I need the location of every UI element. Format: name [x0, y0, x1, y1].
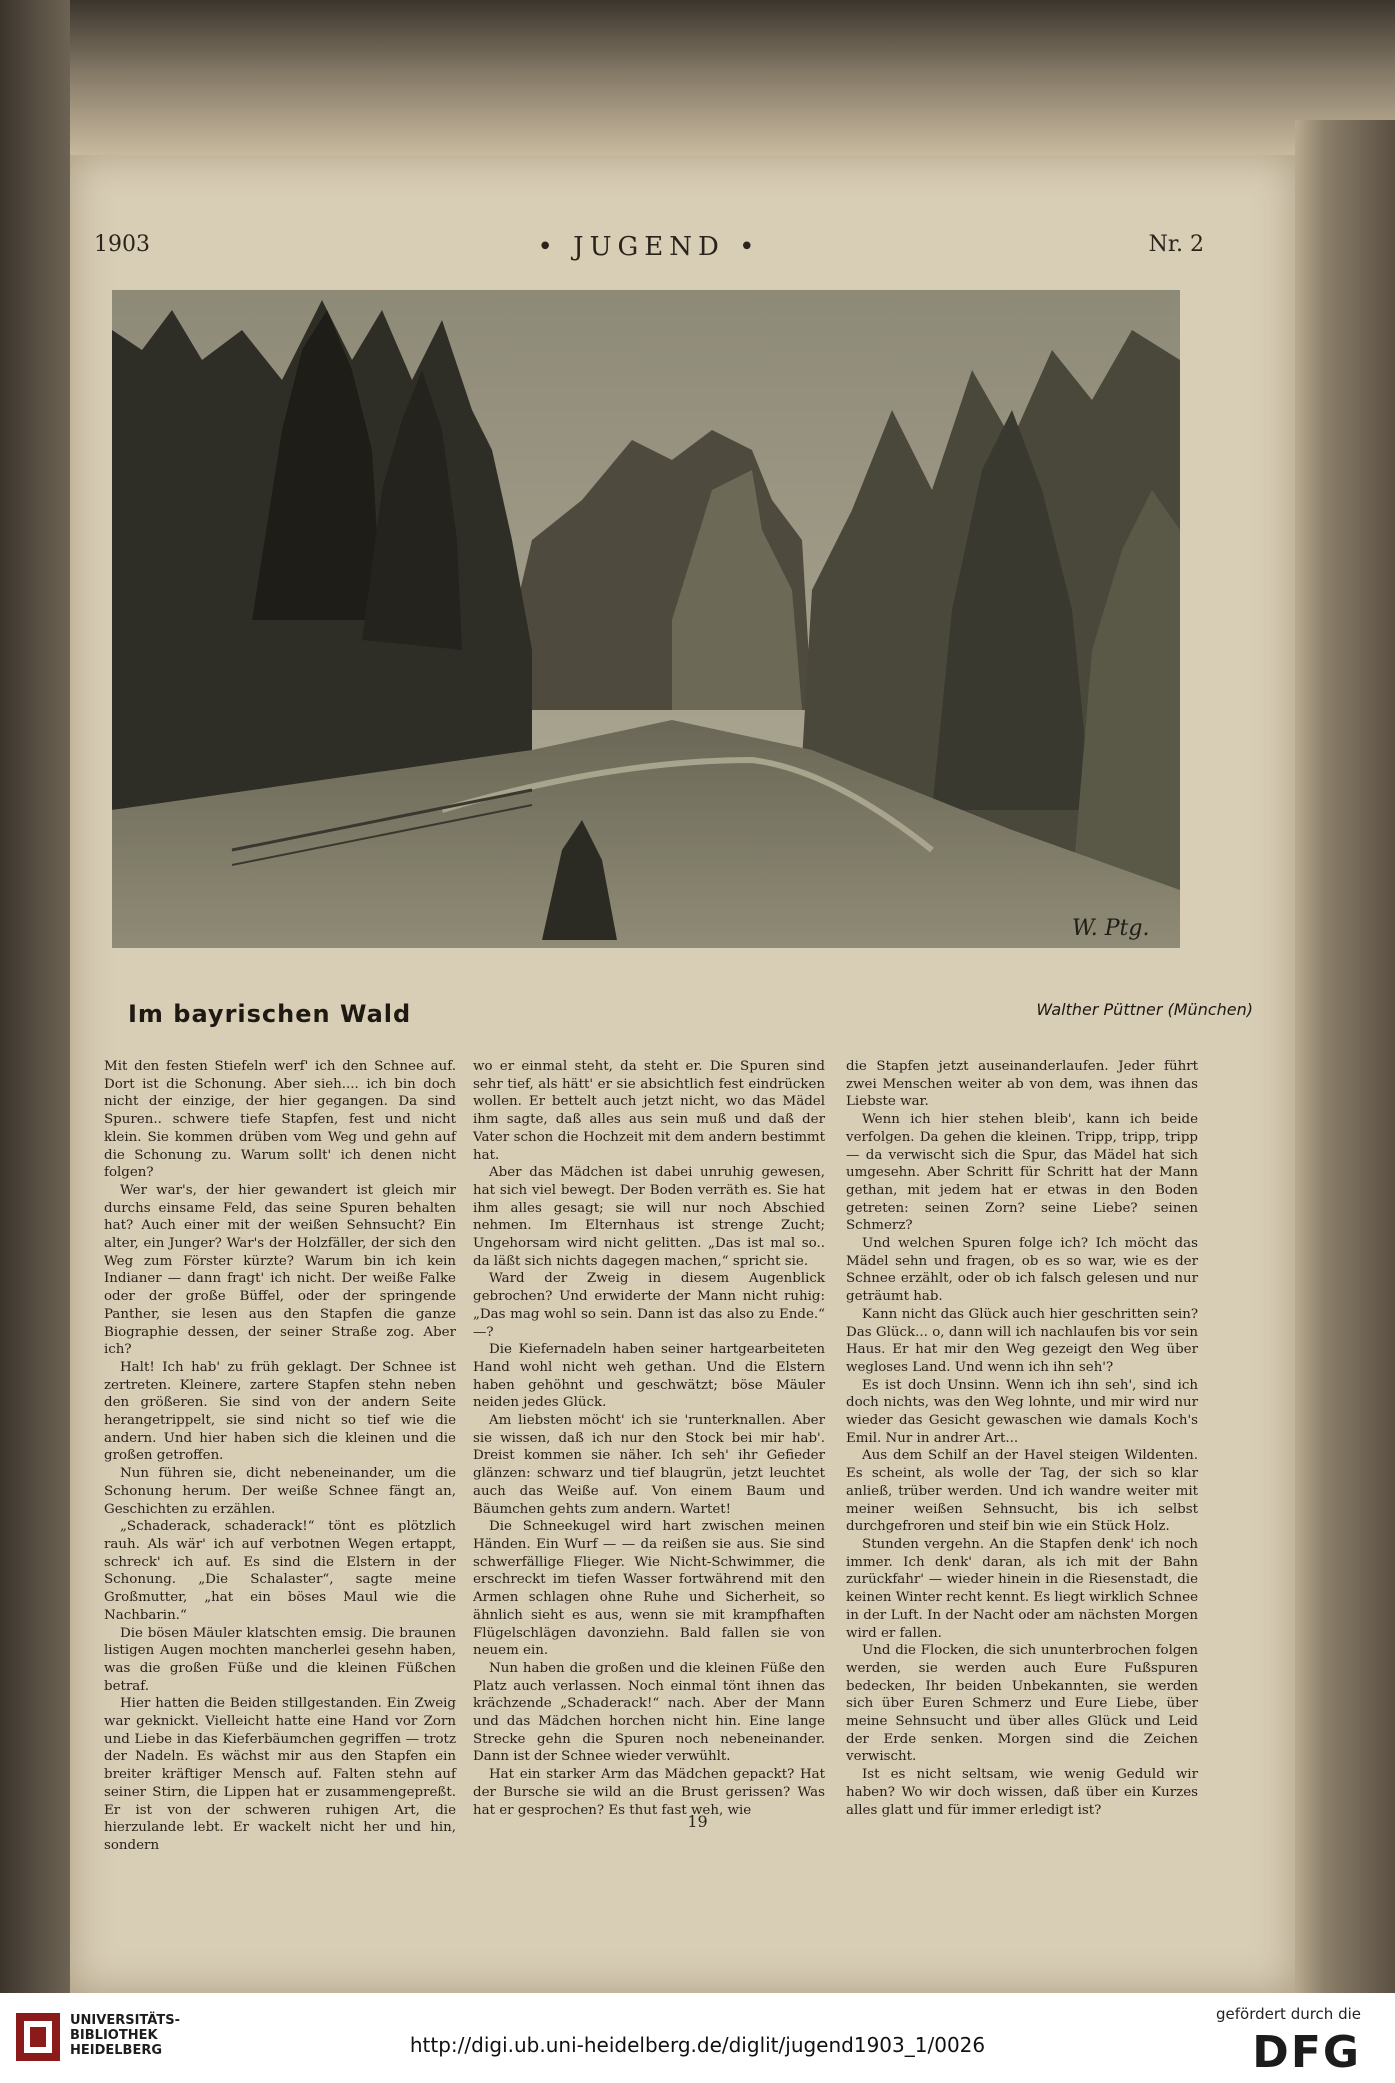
paragraph: Wer war's, der hier gewandert ist gleich mir durchs einsame Feld, das seine Spuren behalten hat? Auch einer mit der weißen Sehnsucht? Ein alter, ein Junger? War's der Holzfäller, der sich den Weg zum Förster kürzte? Warum bin ich kein Indianer — dann fragt' ich nicht. Der weiße Falke oder der große Büffel, oder der springende Panther, sie lesen aus den Stapfen die ganze Biographie dessen, der seiner Straße zog. Aber ich?	[104, 1182, 456, 1358]
text-column-2	[473, 1058, 825, 1819]
paragraph: Nun führen sie, dicht nebeneinander, um die Schonung herum. Der weiße Schnee fängt an, Geschichten zu erzählen.	[104, 1466, 456, 1517]
page-edges	[1295, 120, 1395, 2000]
text-column-1	[104, 1058, 456, 1855]
funder-label: gefördert durch die	[1216, 2005, 1361, 2023]
header-issue: Nr. 2	[1148, 232, 1204, 257]
paragraph: „Schaderack, schaderack!“ tönt es plötzlich rauh. Als wär' ich auf verbotnen Wegen ertappt, schreck' ich auf. Es sind die Elstern in der Schonung. „Die Schalaster“, sagte meine Großmutter, „hat ein böses Maul wie die Nachbarin.“	[104, 1519, 456, 1623]
paragraph: Stunden vergehn. An die Stapfen denk' ich noch immer. Ich denk' daran, als ich mit der Bahn zurückfahr' — wieder hinein in die Riesenstadt, die keinen Winter recht kennt. Es liegt wirklich Schnee in der Luft. In der Nacht oder am nächsten Morgen wird er fallen.	[846, 1536, 1198, 1641]
forest-illustration	[112, 290, 1180, 948]
paragraph: Aber das Mädchen ist dabei unruhig gewesen, hat sich viel bewegt. Der Boden verräth es. Sie hat ihm alles gesagt; sie will nur noch Abschied nehmen. Im Elternhaus ist strenge Zucht; Ungehorsam wird nicht gelitten. „Das ist mal so.. da läßt sich nichts dagegen machen,“ spricht sie.	[473, 1165, 825, 1269]
illustration-artist: Walther Püttner (München)	[1036, 1000, 1253, 1019]
book-spine	[0, 0, 70, 2000]
paragraph: Ist es nicht seltsam, wie wenig Geduld wir haben? Wo wir doch wissen, daß über ein Kurzes alles glatt und für immer erledigt ist?	[846, 1767, 1198, 1818]
paragraph: wo er einmal steht, da steht er. Die Spuren sind sehr tief, als hätt' er sie absichtlich fest eindrücken wollen. Er bettelt auch jetzt nicht, wo das Mädel ihm sagte, daß alles aus sein muß und daß der Vater schon die Hochzeit mit dem andern bestimmt hat.	[473, 1059, 825, 1163]
text-column-3	[846, 1058, 1198, 1819]
paragraph: Halt! Ich hab' zu früh geklagt. Der Schnee ist zertreten. Kleinere, zartere Stapfen stehn neben den größeren. Sie sind von der andern Seite herangetrippelt, sie sind nicht so tief wie die andern. Und hier haben sich die kleinen und die großen getroffen.	[104, 1359, 456, 1464]
paragraph: Ward der Zweig in diesem Augenblick gebrochen? Und erwiderte der Mann nicht ruhig: „Das mag wohl so sein. Dann ist das also zu Ende.“ —?	[473, 1271, 825, 1340]
paragraph: Die Kiefernadeln haben seiner hartgearbeiteten Hand wohl nicht weh gethan. Und die Elstern haben gehöhnt und geschwätzt; böse Mäuler neiden jedes Glück.	[473, 1342, 825, 1411]
book-top-edge	[70, 0, 1395, 160]
paragraph: Und welchen Spuren folge ich? Ich möcht das Mädel sehn und fragen, ob es so war, wie es der Schnee erzählt, oder ob ich falsch gelesen und nur geträumt hab.	[846, 1236, 1198, 1305]
paragraph: die Stapfen jetzt auseinanderlaufen. Jeder führt zwei Menschen weiter ab von dem, was ihnen das Liebste war.	[846, 1059, 1198, 1110]
library-name-line: HEIDELBERG	[70, 2043, 163, 2058]
running-header	[94, 232, 1204, 272]
paragraph: Hat ein starker Arm das Mädchen gepackt? Hat der Bursche sie wild an die Brust gerissen? Was hat er gesprochen? Es thut fast weh, wie	[473, 1767, 825, 1818]
digitization-footer	[0, 1993, 1395, 2083]
paragraph: Aus dem Schilf an der Havel steigen Wildenten. Es scheint, als wolle der Tag, der sich so klar anließ, trüber werden. Und ich wandre weiter mit meiner weißen Sehnsucht, bis ich selbst durchgefroren und steif bin wie ein Stück Holz.	[846, 1448, 1198, 1535]
dfg-logo[interactable]: DFG	[1252, 2027, 1361, 2078]
paragraph: Wenn ich hier stehen bleib', kann ich beide verfolgen. Da gehen die kleinen. Tripp, tripp, tripp — da verwischt sich die Spur, das Mädel hat sich umgesehn. Aber Schritt für Schritt hat der Mann gethan, mit jedem hat er etwas in den Boden getreten: seinen Zorn? seine Liebe? seinen Schmerz?	[846, 1112, 1198, 1234]
library-name-line: BIBLIOTHEK	[70, 2028, 158, 2043]
page-number: 19	[687, 1812, 708, 1831]
paragraph: Mit den festen Stiefeln werf' ich den Schnee auf. Dort ist die Schonung. Aber sieh.... ich bin doch nicht der einzige, der hier gegangen. Da sind Spuren.. schwere tiefe Stapfen, fest und nicht klein. Sie kommen drüben vom Weg und gehn auf die Schonung zu. Warum sollt' ich denen nicht folgen?	[104, 1059, 456, 1181]
source-url-link[interactable]: http://digi.ub.uni-heidelberg.de/diglit/jugend1903_1/0026	[409, 2033, 986, 2057]
illustration-signature: W. Ptg.	[1072, 916, 1150, 941]
paragraph: Die Schneekugel wird hart zwischen meinen Händen. Ein Wurf — — da reißen sie aus. Sie sind schwerfällige Flieger. Wie Nicht-Schwimmer, die erschreckt im tiefen Wasser fortwährend mit den Armen schlagen ohne Ruhe und Sicherheit, so ähnlich sieht es aus, wenn sie mit krampfhaften Flügelschlägen davonziehn. Bald fallen sie von neuem ein.	[473, 1519, 825, 1659]
paragraph: Die bösen Mäuler klatschten emsig. Die braunen listigen Augen mochten mancherlei gesehn haben, was die großen Füße und die kleinen Füßchen betraf.	[104, 1625, 456, 1694]
forest-drawing	[112, 290, 1180, 948]
header-year: 1903	[94, 232, 150, 257]
paragraph: Hier hatten die Beiden stillgestanden. Ein Zweig war geknickt. Vielleicht hatte eine Hand vor Zorn und Liebe in das Kieferbäumchen gegriffen — trotz der Nadeln. Es wächst mir aus den Stapfen ein breiter kräftiger Mensch auf. Falten stehn auf seiner Stirn, die Lippen hat er zusammengepreßt. Er ist von der schweren ruhigen Art, die hierzulande lebt. Er wackelt nicht her und hin, sondern	[104, 1696, 456, 1853]
paragraph: Und die Flocken, die sich ununterbrochen folgen werden, sie werden auch Eure Fußspuren bedecken, Ihr beiden Unbekannten, sie werden sich über Euren Schmerz und Eure Liebe, über meine Sehnsucht und über alles Glück und Leid der Erde senken. Morgen sind die Zeichen verwischt.	[846, 1643, 1198, 1765]
illustration-title: Im bayrischen Wald	[128, 1000, 412, 1028]
paragraph: Es ist doch Unsinn. Wenn ich ihn seh', sind ich doch nichts, was den Weg lohnte, und mir wird nur wieder das Gesicht gewaschen wie damals Koch's Emil. Nur in andrer Art...	[846, 1377, 1198, 1446]
library-name-line: UNIVERSITÄTS-	[70, 2013, 180, 2028]
header-title: • JUGEND •	[537, 232, 761, 262]
paragraph: Nun haben die großen und die kleinen Füße den Platz auch verlassen. Noch einmal tönt ihnen das krächzende „Schaderack!“ nach. Aber der Mann und das Mädchen horchen nicht hin. Eine lange Strecke gehn die Spuren noch nebeneinander. Dann ist der Schnee wieder verwühlt.	[473, 1660, 825, 1765]
paragraph: Kann nicht das Glück auch hier geschritten sein? Das Glück... o, dann will ich nachlaufen bis vor sein Haus. Er hat mir den Weg gezeigt den Weg über wegloses Land. Und wenn ich ihn seh'?	[846, 1306, 1198, 1375]
paragraph: Am liebsten möcht' ich sie 'runterknallen. Aber sie wissen, daß ich nur den Stock bei mir hab'. Dreist kommen sie näher. Ich seh' ihr Gefieder glänzen: schwarz und tief blaugrün, jetzt leuchtet auch das Weiße auf. Von einem Baum und Bäumchen gehts zum andern. Wartet!	[473, 1413, 825, 1517]
